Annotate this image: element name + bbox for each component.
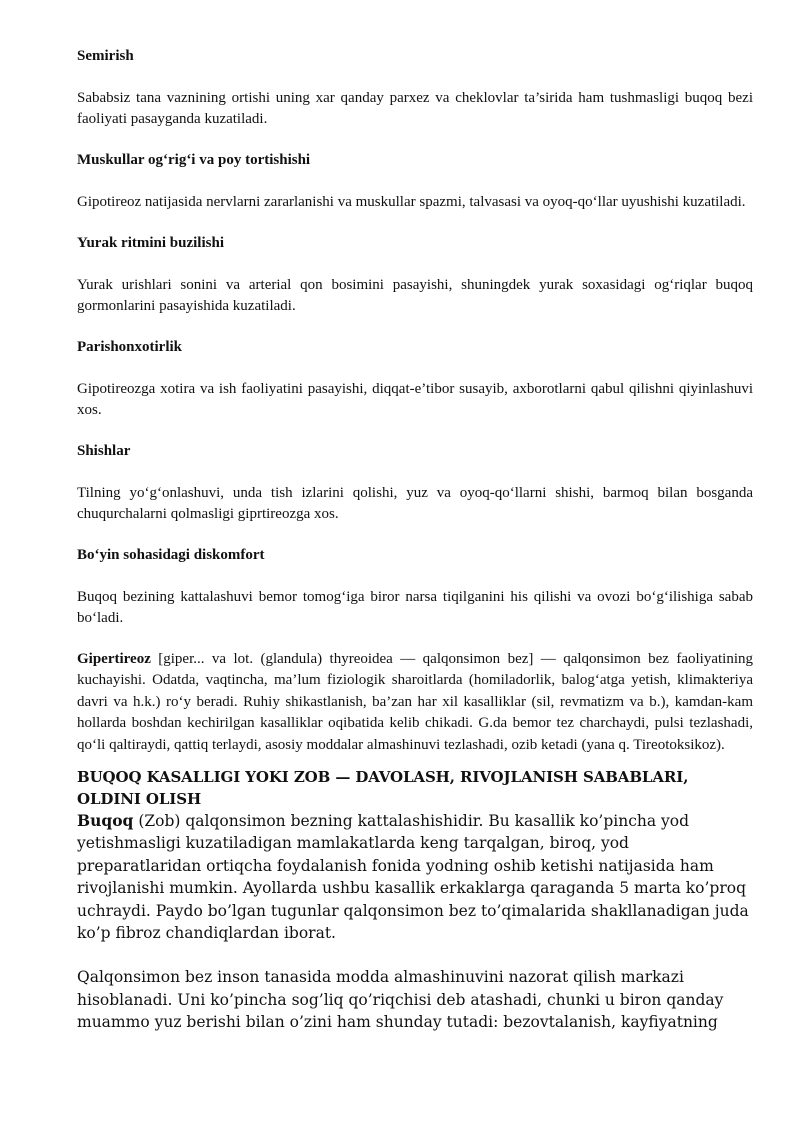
section-title: Parishonxotirlik <box>77 339 183 355</box>
section-boyin-diskomfort <box>77 545 753 629</box>
gipertireoz-definition <box>77 649 753 756</box>
section-body: Buqoq bezining kattalashuvi bemor tomog‘iga biror narsa tiqilganini his qilishi va ovozi bo‘g‘ilishiga sabab bo‘ladi. <box>77 589 753 626</box>
section-title: Muskullar og‘rig‘i va poy tortishishi <box>77 152 311 168</box>
section-muskullar <box>77 150 753 213</box>
buqoq-term: Buqoq <box>77 811 134 831</box>
gipertireoz-term: Gipertireoz <box>77 651 151 667</box>
section-parishonxotirlik <box>77 337 753 421</box>
article-paragraph-1 <box>77 810 753 944</box>
article-paragraph-1-text: (Zob) qalqonsimon bezning kattalashishidir. Bu kasallik ko’pincha yod yetishmasligi kuzatiladigan mamlakatlarda keng tarqalgan, biroq, yod preparatlaridan ortiqcha foydalanish fonida yodning oshib ketishi natijasida ham rivojlanishi mumkin. Ayollarda ushbu kasallik erkaklarga qaraganda 5 marta ko’proq uchraydi. Paydo bo’lgan tugunlar qalqonsimon bez to’qimalarida shakllanadigan juda ko’p fibroz chandiqlardan iborat. <box>77 812 749 943</box>
section-title: Shishlar <box>77 443 131 459</box>
section-title: Yurak ritmini buzilishi <box>77 235 224 251</box>
section-yurak-ritmi <box>77 233 753 317</box>
section-shishlar <box>77 441 753 525</box>
article-paragraph-2: Qalqonsimon bez inson tanasida modda almashinuvini nazorat qilish markazi hisoblanadi. Uni ko’pincha sog’liq qo’riqchisi deb atashadi, chunki u biron qanday muammo yuz berishi bilan o’zini ham shunday tutadi: bezovtalanish, kayfiyatning <box>77 968 724 1032</box>
gipertireoz-text: [giper... va lot. (glandula) thyreoidea — qalqonsimon bez] — qalqonsimon bez faoliyatining kuchayishi. Odatda, vaqtincha, ma’lum fiziologik sharoitlarda (homiladorlik, balog‘atga yetish, klimakteriya davri va h.k.) ro‘y beradi. Ruhiy shikastlanish, ba’zan har xil kasalliklar (sil, revmatizm va b.), kamdan-kam hollarda boshdan kechirilgan kasalliklar oqibatida kelib chikadi. G.da bemor tez charchaydi, pulsi tezlashadi, qo‘li qaltiraydi, qattiq terlaydi, asosiy moddalar almashinuvi tezlashadi, ozib ketadi (yana q. Tireotoksikoz). <box>77 651 753 753</box>
section-body: Tilning yo‘g‘onlashuvi, unda tish izlarini qolishi, yuz va oyoq-qo‘llarni shishi, barmoq bilan bosganda chuqurchalarni qolmasligi giprtireozga xos. <box>77 485 753 522</box>
section-body: Gipotireozga xotira va ish faoliyatini pasayishi, diqqat-e’tibor susayib, axborotlarni qabul qilishni qiyinlashuvi xos. <box>77 381 753 418</box>
section-body: Sababsiz tana vaznining ortishi uning xar qanday parxez va cheklovlar ta’sirida ham tushmasligi buqoq bezi faoliyati pasayganda kuzatiladi. <box>77 90 753 127</box>
section-title: Semirish <box>77 48 134 64</box>
section-body: Yurak urishlari sonini va arterial qon bosimini pasayishi, shuningdek yurak soxasidagi og‘riqlar buqoq gormonlarini pasayishida kuzatiladi. <box>77 277 753 314</box>
section-semirish <box>77 46 753 130</box>
section-title: Bo‘yin sohasidagi diskomfort <box>77 547 265 563</box>
document-page <box>77 46 753 1034</box>
section-body: Gipotireoz natijasida nervlarni zararlanishi va muskullar spazmi, talvasasi va oyoq-qo‘llar uyushishi kuzatiladi. <box>77 194 746 210</box>
article-heading: BUQOQ KASALLIGI YOKI ZOB — DAVOLASH, RIVOJLANISH SABABLARI, OLDINI OLISH <box>77 768 689 809</box>
